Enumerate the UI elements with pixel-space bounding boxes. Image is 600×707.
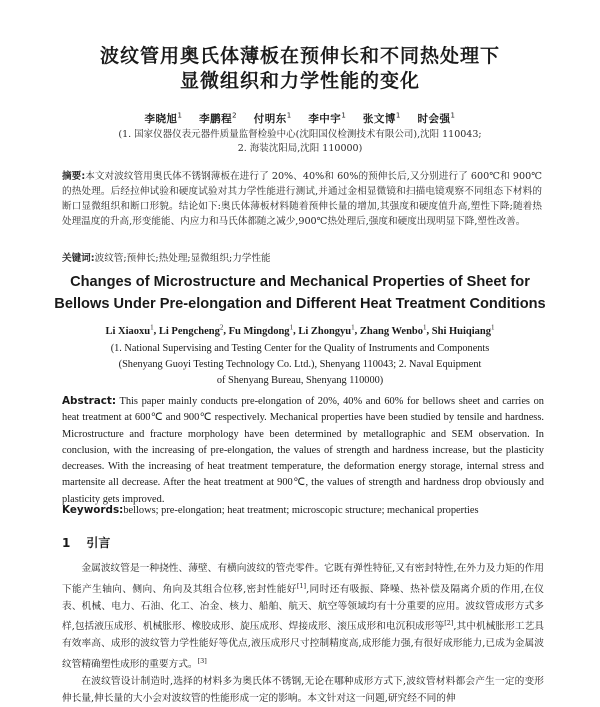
chinese-author-list [0, 111, 600, 126]
english-affiliation-line-3: of Shenyang Bureau, Shenyang 110000) [216, 375, 384, 386]
english-title [0, 271, 600, 315]
chinese-keywords-label: 关键词: [62, 253, 95, 264]
english-title-line-1: Changes of Microstructure and Mechanical Properties of Sheet for [70, 274, 530, 290]
author-cn: 李鹏程$^2$ [199, 111, 238, 125]
english-abstract-text: This paper mainly conducts pre-elongation of 20%, 40% and 60% for bellows sheet and carries on heat treatment at 600℃ and 900℃ respectively. Mechanical properties have been studied by tensile and hardness. Microstructure and fracture morphology have been determined by metallographic and SEM observation. In conclusion, with the increasing of pre-elongation, the values of strength and hardness increase, but the plasticity decreases. With the increasing of heat treatment temperature, the deformation energy storage, internal stress and martensite all decrease. After the heat treatment at 900℃, the values of strength and hardness drop obviously and plasticity gets improved. [62, 396, 544, 505]
chinese-title-line-1: 波纹管用奥氏体薄板在预伸长和不同热处理下 [99, 45, 500, 67]
author-cn: 李晓旭$^1$ [144, 111, 183, 125]
chinese-affiliation-line-1: (1. 国家仪器仪表元器件质量监督检验中心(沈阳国仪检测技术有限公司),沈阳 110043; [118, 129, 482, 140]
chinese-keywords [62, 251, 542, 266]
author-en: Li Xiaoxu$^1$ [105, 323, 154, 337]
chinese-abstract-label: 摘要: [62, 171, 86, 182]
chinese-affiliation [0, 128, 600, 156]
english-keywords-text: bellows; pre-elongation; heat treatment; microscopic structure; mechanical properties [123, 505, 479, 516]
body-paragraph: 在波纹管设计制造时,选择的材料多为奥氏体不锈钢,无论在哪种成形方式下,波纹管材料都会产生一定的变形伸长量,伸长量的大小会对波纹管的性能形成一定的影响。本文针对这一问题,研究经不同的伸 [62, 675, 544, 704]
author-cn: 李中宇$^1$ [308, 111, 347, 125]
english-title-line-2: Bellows Under Pre-elongation and Different Heat Treatment Conditions [54, 296, 546, 312]
section-heading [62, 534, 126, 551]
english-affiliation [0, 341, 600, 389]
english-affiliation-line-1: (1. National Supervising and Testing Center for the Quality of Instruments and Components [110, 343, 490, 354]
author-cn: 张文博$^1$ [362, 111, 401, 125]
chinese-affiliation-line-2: 2. 海装沈阳局,沈阳 110000) [237, 143, 363, 154]
citation: [2] [444, 619, 454, 628]
author-en: Li Zhongyu$^1$ [298, 323, 355, 337]
citation: [1] [296, 581, 307, 590]
author-en: Fu Mingdong$^1$ [228, 323, 294, 337]
english-abstract [62, 393, 544, 508]
body-paragraph: 金属波纹管是一种挠性、薄壁、有横向波纹的管壳零件。它既有弹性特征,又有密封特性,在外力及力矩的作用下能产生轴向、侧向、角向及其组合位移,密封性能好[1],同时还有吸振、降噪、热补偿及隔离介质的作用,在仪表、机械、电力、石油、化工、冶金、核力、船舶、航天、航空等领域均有十分重要的应用。波纹管成形方式多样,包括液压成形、机械胀形、橡胶成形、旋压成形、焊接成形、滚压成形和电沉积成形等[2],其中机械胀形工艺具有效率高、成形的波纹管力学性能好等优点,液压成形尺寸控制精度高,成形能力强,有很好成形能力,已成为金属波纹管精确塑性成形的重要方式。[3] [62, 563, 544, 671]
author-en: Zhang Wenbo$^1$ [359, 323, 427, 337]
english-affiliation-line-2: (Shenyang Guoyi Testing Technology Co. Ltd.), Shenyang 110043; 2. Naval Equipment [118, 359, 482, 370]
author-cn: 时会强$^1$ [417, 111, 456, 125]
chinese-abstract-text: 本文对波纹管用奥氏体不锈钢薄板在进行了 20%、40%和 60%的预伸长后,又分别进行了 600℃和 900℃的热处理。后经拉伸试验和硬度试验对其力学性能进行测试,并通过金相显微镜和扫描电镜观察不同组态下材料的断口显微组织和断口形貌。结论如下:奥氏体薄板材料随着预伸长量的增加,其强度和硬度值升高,塑性下降;随着热处理温度的升高,形变能能、内应力和马氏体都随之减少,900℃热处理后,强度和硬度出现明显下降,塑性改善。 [62, 171, 542, 227]
chinese-title [0, 44, 600, 94]
english-abstract-label: Abstract: [62, 395, 117, 407]
english-author-list: Li Xiaoxu$^1$, Li Pengcheng$^2$, Fu Mingdong$^1$, Li Zhongyu$^1$, Zhang Wenbo$^1$, Shi Huiqiang$^1$ [105, 323, 495, 337]
section-number: 1 [62, 536, 71, 550]
chinese-abstract [62, 169, 542, 229]
author-en: Shi Huiqiang$^1$ [431, 323, 495, 337]
chinese-keywords-text: 波纹管;预伸长;热处理;显微组织;力学性能 [94, 253, 271, 264]
chinese-title-line-2: 显微组织和力学性能的变化 [179, 70, 420, 92]
author-en: Li Pengcheng$^2$ [158, 323, 224, 337]
citation: [3] [197, 656, 207, 665]
english-keywords [62, 502, 544, 519]
author-cn: 付明东$^1$ [253, 111, 292, 125]
section-title: 引言 [86, 536, 111, 550]
introduction-body [62, 561, 544, 707]
english-keywords-label: Keywords: [62, 504, 124, 516]
